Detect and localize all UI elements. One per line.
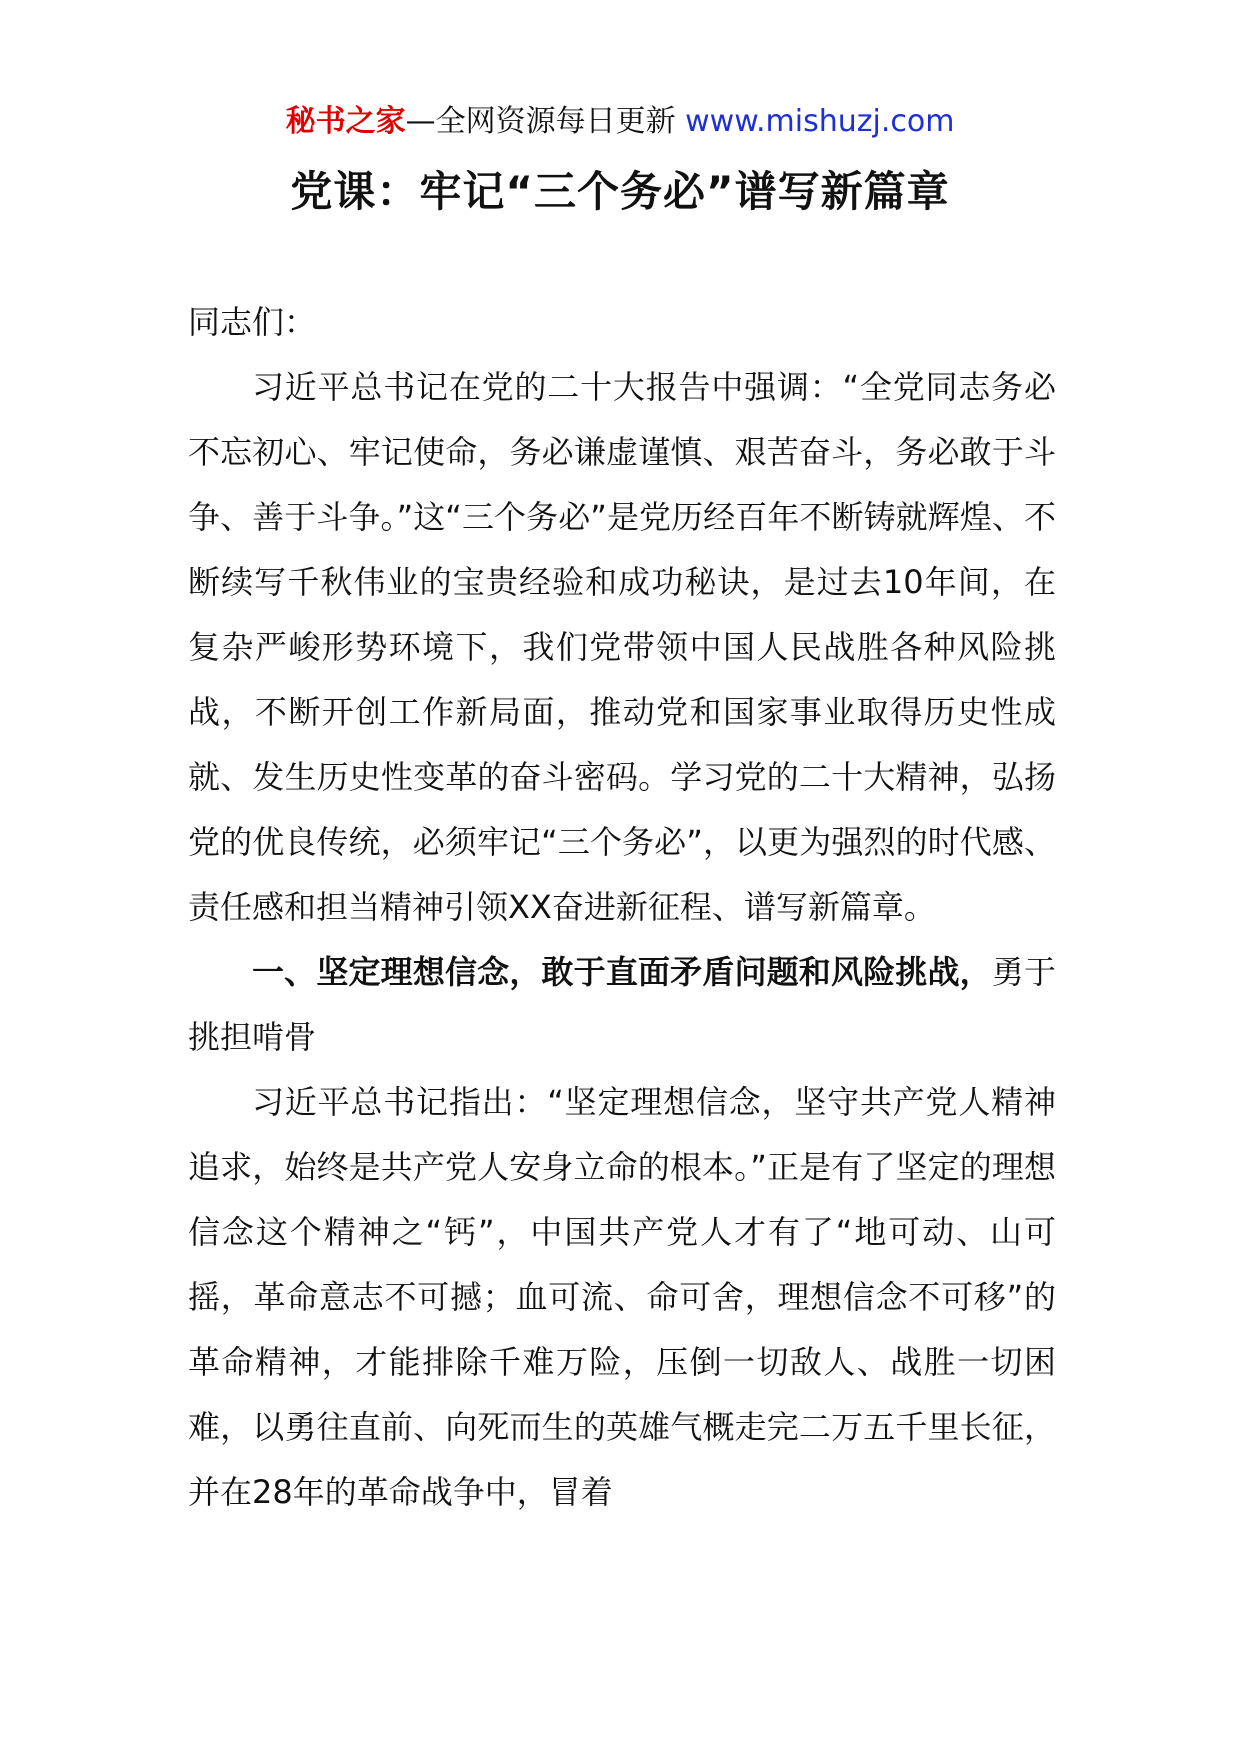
salutation: 同志们：	[188, 303, 317, 341]
document-title: 党课：牢记“三个务必”谱写新篇章	[290, 167, 950, 216]
site-header	[0, 100, 1240, 144]
paragraph: 习近平总书记在党的二十大报告中强调：“全党同志务必不忘初心、牢记使命，务必谦虚谨慎、艰苦奋斗，务必敢于斗争、善于斗争。”这“三个务必”是党历经百年不断铸就辉煌、不断续写千秋伟业的宝贵经验和成功秘诀，是过去10年间，在复杂严峻形势环境下，我们党带领中国人民战胜各种风险挑战，不断开创工作新局面，推动党和国家事业取得历史性成就、发生历史性变革的奋斗密码。学习党的二十大精神，弘扬党的优良传统，必须牢记“三个务必”，以更为强烈的时代感、责任感和担当精神引领XX奋进新征程、谱写新篇章。	[188, 368, 1056, 926]
site-url-link[interactable]: www.mishuzj.com	[685, 104, 955, 139]
section-heading-bold: 一、坚定理想信念，敢于直面矛盾问题和风险挑战，	[252, 953, 992, 991]
paragraph: 习近平总书记指出：“坚定理想信念，坚守共产党人精神追求，始终是共产党人安身立命的根本。”正是有了坚定的理想信念这个精神之“钙”，中国共产党人才有了“地可动、山可摇，革命意志不可撼；血可流、命可舍，理想信念不可移”的革命精神，才能排除千难万险，压倒一切敌人、战胜一切困难，以勇往直前、向死而生的英雄气概走完二万五千里长征，并在28年的革命战争中，冒着	[188, 1083, 1056, 1511]
header-tagline: —全网资源每日更新	[405, 104, 676, 139]
document-body	[188, 290, 1056, 1525]
brand-name: 秘书之家	[285, 104, 406, 139]
section-heading	[188, 940, 1056, 1070]
section-heading-rest: 勇于挑担啃骨	[188, 953, 1056, 1056]
